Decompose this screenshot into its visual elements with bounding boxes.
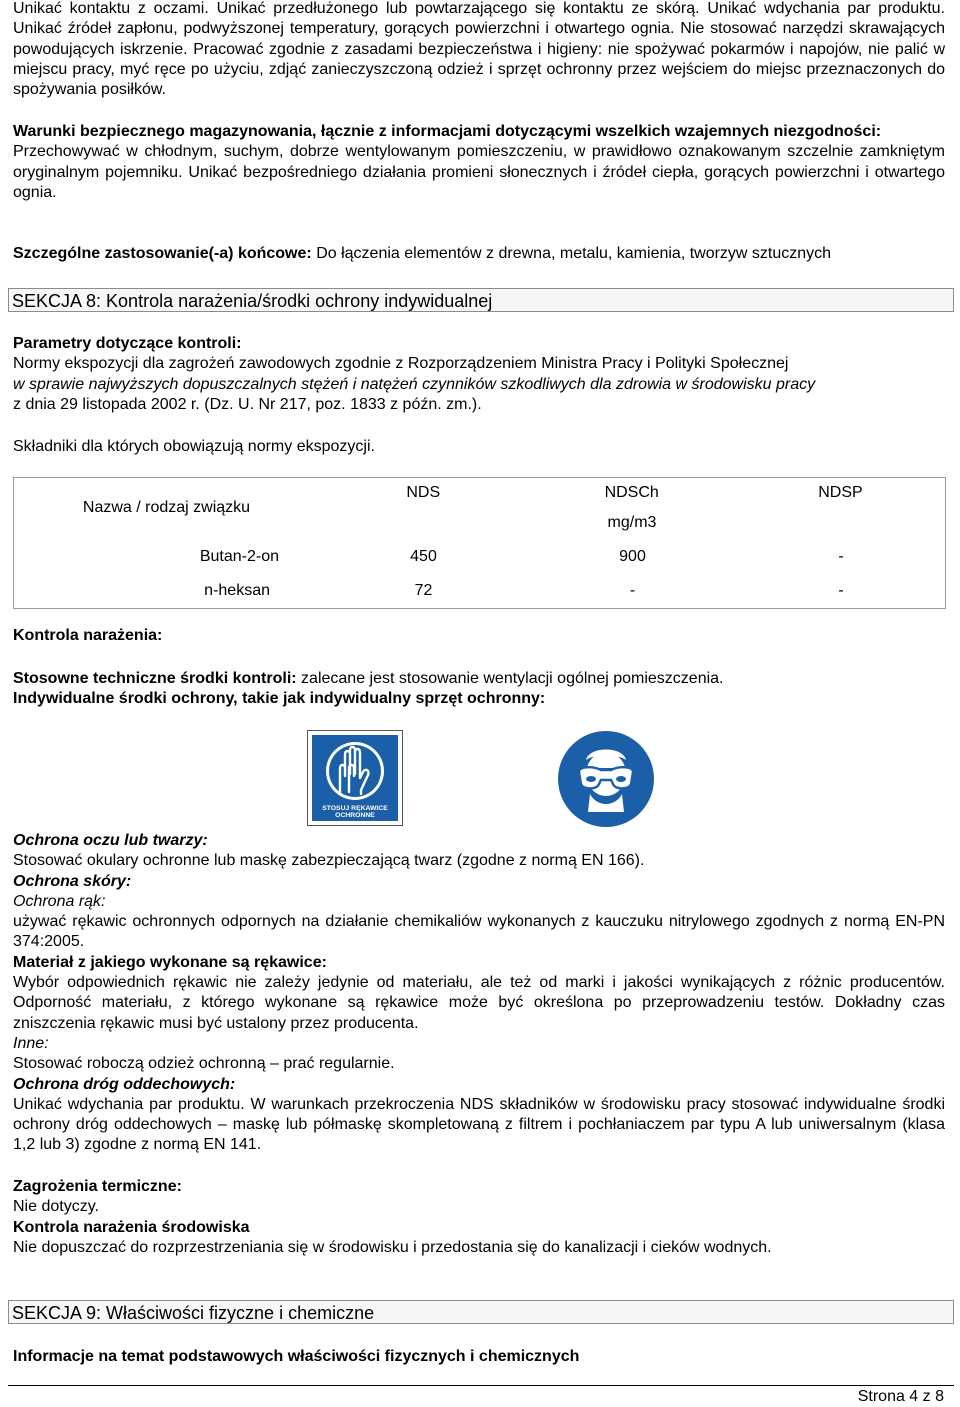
- section-8-title-bar: [8, 288, 954, 312]
- eye-protection-heading: Ochrona oczu lub twarzy:: [13, 832, 208, 849]
- compound-name: Butan-2-on: [199, 547, 279, 565]
- skin-protection-heading: Ochrona skóry:: [13, 872, 132, 890]
- thermal-hazards-heading: Zagrożenia termiczne:: [13, 1178, 182, 1195]
- components-text: Składniki dla których obowiązują normy ekspozycji.: [13, 438, 375, 455]
- section-8-title: SEKCJA 8: Kontrola narażenia/środki ochrony indywidualnej: [12, 291, 493, 311]
- exposure-control-heading: Kontrola narażenia:: [13, 627, 163, 644]
- other-protection-text: Stosować roboczą odzież ochronną – prać regularnie.: [13, 1055, 395, 1073]
- nds-header: NDS: [406, 484, 441, 501]
- section-9-subheading: Informacje na temat podstawowych właściwości fizycznych i chemicznych: [13, 1348, 580, 1365]
- ndsch-value: -: [629, 582, 636, 600]
- glove-material-heading: Materiał z jakiego wykonane są rękawice:: [13, 953, 327, 971]
- ppe-heading: Indywidualne środki ochrony, takie jak indywidualny sprzęt ochronny:: [13, 690, 546, 708]
- tech-controls-label: Stosowne techniczne środki kontroli:: [13, 670, 297, 687]
- ndsch-value: 900: [619, 547, 646, 565]
- respiratory-protection-heading: Ochrona dróg oddechowych:: [13, 1075, 236, 1093]
- table-row: [14, 538, 946, 575]
- end-use-label: Szczególne zastosowanie(-a) końcowe:: [13, 245, 312, 262]
- exposure-limits-table: [13, 477, 946, 609]
- page-number: Strona 4 z 8: [857, 1388, 944, 1405]
- table-row: [14, 575, 946, 608]
- params-heading: Parametry dotyczące kontroli:: [13, 335, 242, 352]
- tech-controls-text: zalecane jest stosowanie wentylacji ogólnej pomieszczenia.: [301, 670, 724, 687]
- table-header-row: [14, 478, 946, 539]
- other-protection-heading: Inne:: [13, 1034, 49, 1052]
- ndsp-header: NDSP: [818, 484, 863, 501]
- control-parameters: [13, 334, 945, 415]
- technical-controls: [13, 669, 945, 710]
- footer-divider: [8, 1385, 954, 1386]
- end-use-text: Do łączenia elementów z drewna, metalu, kamienia, tworzyw sztucznych: [316, 245, 832, 262]
- norms-text: Normy ekspozycji dla zagrożeń zawodowych zgodnie z Rozporządzeniem Ministra Pracy i Polityki Społecznej: [13, 355, 789, 373]
- exposure-control-line: [13, 626, 945, 646]
- limits-header: [319, 478, 946, 539]
- hand-protection-heading: Ochrona rąk:: [13, 892, 106, 910]
- nds-value: 450: [410, 547, 437, 565]
- handling-paragraph: [13, 0, 945, 100]
- compound-name: n-heksan: [204, 582, 270, 600]
- environmental-control-text: Nie dopuszczać do rozprzestrzeniania się w środowisku i przedostania się do kanalizacji i cieków wodnych.: [13, 1238, 772, 1256]
- thermal-and-environment: [13, 1177, 945, 1258]
- glove-material-text: Wybór odpowiednich rękawic nie zależy jedynie od materiału, ale też od marki i jakości wynikających z różnic producentów. Odporność materiału, z którego wykonane są rękawice może być określona po przeprowadzeniu testów. Dokładny czas zniszczenia rękawic musi być ustalony przez producenta.: [13, 974, 945, 1032]
- name-column-header: Nazwa / rodzaj związku: [82, 499, 251, 516]
- nds-value: 72: [414, 582, 433, 600]
- ndsp-value: -: [838, 547, 844, 565]
- ppe-details: [13, 831, 945, 1156]
- storage-section: [13, 122, 945, 203]
- thermal-hazards-text: Nie dotyczy.: [13, 1198, 99, 1216]
- environmental-control-heading: Kontrola narażenia środowiska: [13, 1218, 250, 1236]
- unit-label: mg/m3: [607, 514, 657, 531]
- section-9-title: SEKCJA 9: Właściwości fizyczne i chemiczne: [12, 1303, 375, 1323]
- components-line: [13, 437, 945, 457]
- ndsch-header: NDSCh: [604, 484, 659, 501]
- storage-text: Przechowywać w chłodnym, suchym, dobrze wentylowanym pomieszczeniu, w prawidłowo oznakowanym szczelnie zamkniętym oryginalnym pojemniku. Unikać bezpośredniego działania promieni słonecznych i źródeł ciepła, gorących powierzchni i otwartego ognia.: [13, 143, 945, 201]
- glove-sign-label-bottom: OCHRONNE: [335, 812, 375, 819]
- section-9-subheading-line: [13, 1347, 945, 1367]
- ndsp-value: -: [838, 582, 844, 600]
- gloves-icon: [307, 730, 403, 826]
- safety-goggles-icon: [557, 730, 655, 828]
- storage-heading: Warunki bezpiecznego magazynowania, łącznie z informacjami dotyczącymi wszelkich wzajemnych niezgodności:: [13, 123, 882, 140]
- hand-protection-text: używać rękawic ochronnych odpornych na działanie chemikaliów wykonanych z kauczuku nitrylowego zgodnych z normą EN-PN 374:2005.: [13, 913, 945, 951]
- norms-regulation-title: w sprawie najwyższych dopuszczalnych stężeń i natężeń czynników szkodliwych dla zdrowia w środowisku pracy: [13, 375, 816, 393]
- handling-text: Unikać kontaktu z oczami. Unikać przedłużonego lub powtarzającego się kontaktu ze skórą. Unikać wdychania par produktu. Unikać źródeł zapłonu, podwyższonej temperatury, gorących powierzchni i otwartego ognia. Nie stosować narzędzi skrawających powodujących iskrzenie. Pracować zgodnie z zasadami bezpieczeństwa i higieny: nie spożywać pokarmów i napojów, nie palić w miejscu pracy, myć ręce po użyciu, zdjąć zanieczyszczoną odzież i sprzęt ochronny przez wejściem do miejsc przeznaczonych do spożywania posiłków.: [13, 0, 945, 99]
- end-use-line: [13, 244, 945, 264]
- section-9-title-bar: [8, 1300, 954, 1324]
- glove-sign-label-top: STOSUJ RĘKAWICE: [322, 805, 388, 812]
- eye-protection-text: Stosować okulary ochronne lub maskę zabezpieczającą twarz (zgodne z normą EN 166).: [13, 852, 645, 870]
- respiratory-protection-text: Unikać wdychania par produktu. W warunkach przekroczenia NDS składników w środowisku pracy stosować indywidualne środki ochrony dróg oddechowych – maskę lub półmaskę skompletowaną z filtrem i pochłaniaczem par typu A lub uniwersalnym (klasa 1,2 lub 3) zgodne z normą EN 141.: [13, 1095, 945, 1154]
- norms-date: z dnia 29 listopada 2002 r. (Dz. U. Nr 217, poz. 1833 z późn. zm.).: [13, 395, 482, 413]
